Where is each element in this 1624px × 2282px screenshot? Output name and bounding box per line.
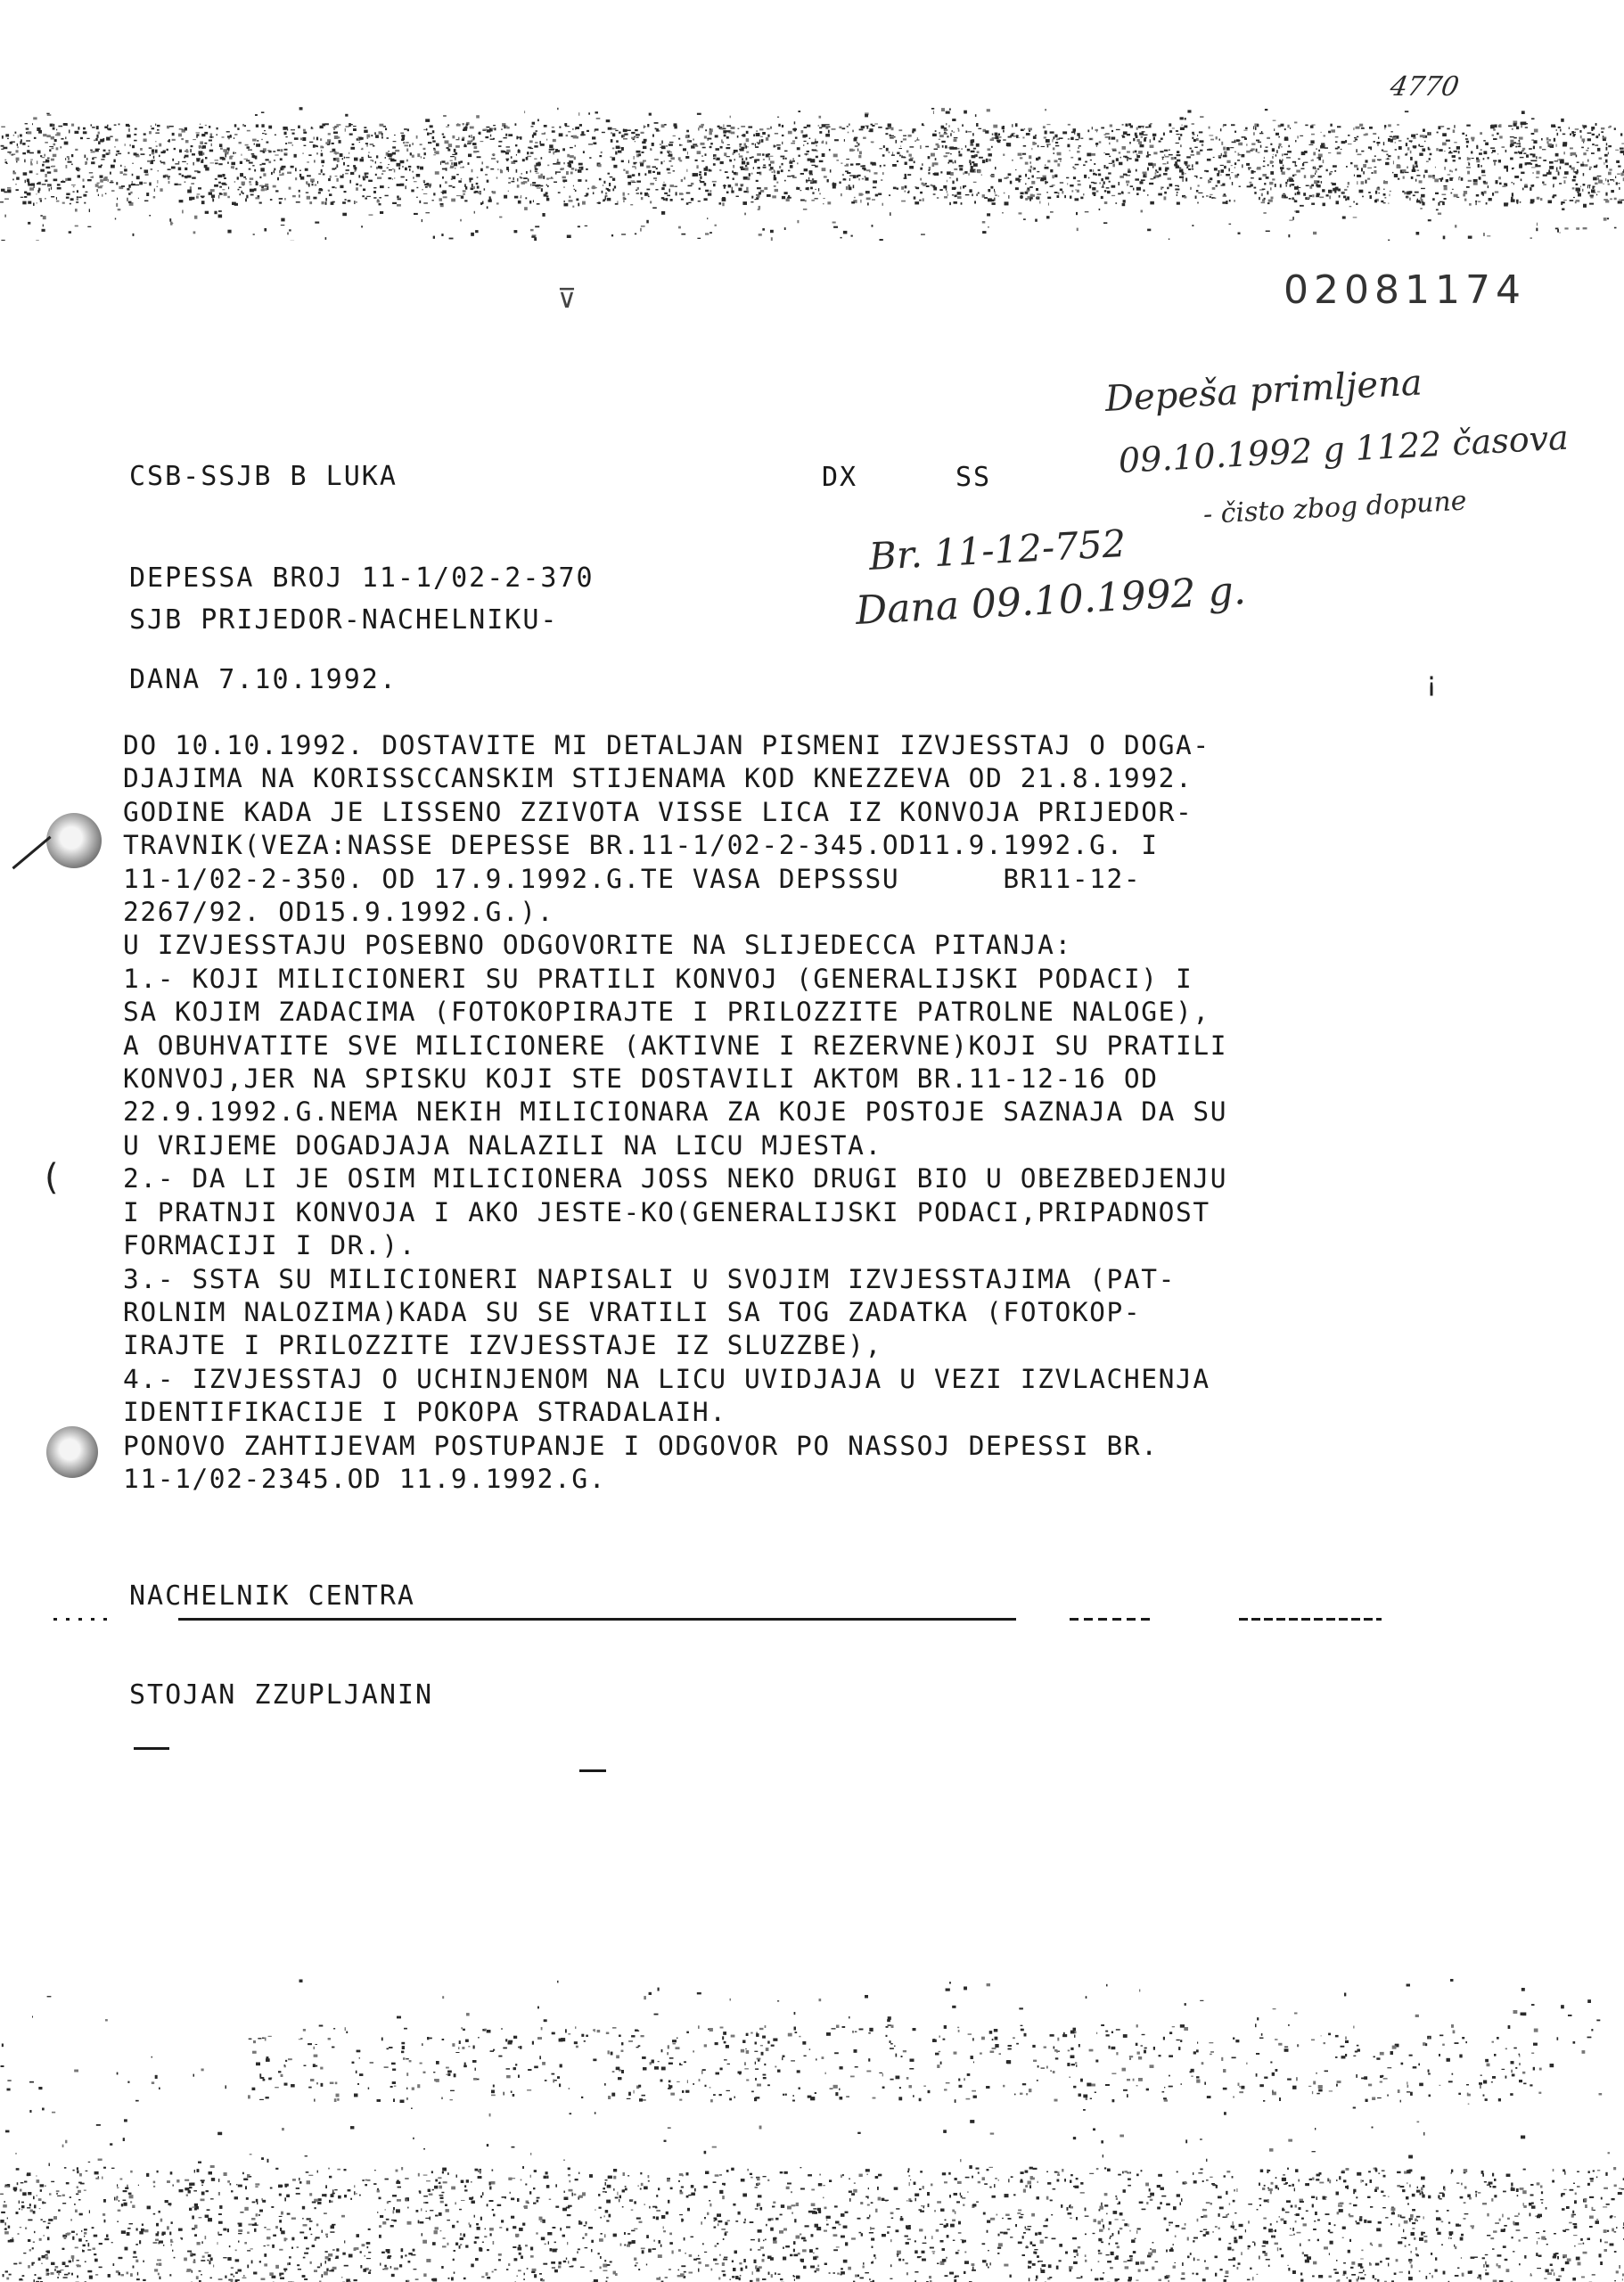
header-line-dispatch-number: DEPESSA BROJ 11-1/02-2-370 — [129, 562, 595, 594]
handwritten-remark: - čisto zbog dopune — [1202, 485, 1468, 530]
body-line: U IZVJESSTAJU POSEBNO ODGOVORITE NA SLIJEDECCA PITANJA: — [123, 930, 1072, 961]
handwritten-page-number: 4770 — [1387, 71, 1462, 103]
handwritten-registry-date: Dana 09.10.1992 g. — [854, 568, 1247, 634]
body-line: PONOVO ZAHTIJEVAM POSTUPANJE I ODGOVOR PO NASSOJ DEPESSI BR. — [123, 1430, 1159, 1461]
body-line: IDENTIFIKACIJE I POKOPA STRADALAIH. — [123, 1397, 727, 1428]
signature-title: NACHELNIK CENTRA — [129, 1580, 415, 1612]
signature-block — [129, 1514, 433, 1744]
separator-dashes — [1239, 1618, 1382, 1621]
signature-name: STOJAN ZZUPLJANIN — [129, 1679, 434, 1711]
telex-header — [129, 392, 595, 731]
document-id-stamp: 02081174 — [1284, 267, 1526, 313]
body-line: DJAJIMA NA KORISSCCANSKIM STIJENAMA KOD KNEZZEVA OD 21.8.1992. — [123, 763, 1193, 794]
body-line: 2267/92. OD15.9.1992.G.). — [123, 897, 555, 928]
body-line: TRAVNIK(VEZA:NASSE DEPESSE BR.11-1/02-2-345.OD11.9.1992.G. I — [123, 830, 1159, 861]
body-line: 11-1/02-2345.OD 11.9.1992.G. — [123, 1463, 607, 1494]
body-line: 2.- DA LI JE OSIM MILICIONERA JOSS NEKO DRUGI BIO U OBEZBEDJENJU — [123, 1163, 1228, 1194]
body-line: SA KOJIM ZADACIMA (FOTOKOPIRAJTE I PRILOZZITE PATROLNE NALOGE), — [123, 997, 1210, 1028]
code-dx: DX — [822, 462, 858, 493]
header-line-date: DANA 7.10.1992. — [129, 664, 398, 695]
header-line-sender: CSB-SSJB B LUKA — [129, 461, 398, 492]
recipient-line: SJB PRIJEDOR-NACHELNIKU- — [129, 604, 559, 636]
body-line: 1.- KOJI MILICIONERI SU PRATILI KONVOJ (GENERALIJSKI PODACI) I — [123, 963, 1193, 994]
separator-line — [178, 1618, 1016, 1621]
body-line: 11-1/02-2-350. OD 17.9.1992.G.TE VASA DEPSSSU BR11-12- — [123, 863, 1142, 894]
small-mark: ⊽ — [557, 283, 577, 315]
body-line: 4.- IZVJESSTAJ O UCHINJENOM NA LICU UVIDJAJA U VEZI IZVLACHENJA — [123, 1363, 1210, 1394]
body-line: KONVOJ,JER NA SPISKU KOJI STE DOSTAVILI AKTOM BR.11-12-16 OD — [123, 1063, 1159, 1095]
body-line: U VRIJEME DOGADJAJA NALAZILI NA LICU MJESTA. — [123, 1129, 882, 1161]
body-line: ROLNIM NALOZIMA)KADA SU SE VRATILI SA TOG ZADATKA (FOTOKOP- — [123, 1296, 1142, 1327]
handwritten-registry-number: Br. 11-12-752 — [867, 521, 1128, 579]
handwritten-received-note: Depeša primljena — [1103, 362, 1423, 420]
separator-dashes — [1070, 1618, 1154, 1621]
body-line: I PRATNJI KONVOJA I AKO JESTE-KO(GENERALIJSKI PODACI,PRIPADNOST — [123, 1196, 1210, 1227]
body-line: 3.- SSTA SU MILICIONERI NAPISALI U SVOJIM IZVJESSTAJIMA (PAT- — [123, 1263, 1176, 1294]
code-ss: SS — [956, 462, 992, 493]
stray-mark — [579, 1769, 606, 1772]
handwritten-tick: ¡ — [1426, 667, 1438, 698]
message-body — [123, 729, 1389, 1496]
pen-scratch — [12, 836, 51, 870]
scan-noise-top — [0, 107, 1624, 241]
margin-mark: ( — [45, 1157, 59, 1198]
separator-dots — [53, 1618, 116, 1621]
body-line: IRAJTE I PRILOZZITE IZVJESSTAJE IZ SLUZZBE), — [123, 1330, 882, 1361]
punch-hole — [46, 1426, 98, 1478]
handwritten-received-datetime: 09.10.1992 g 1122 časova — [1117, 417, 1570, 480]
body-line: GODINE KADA JE LISSENO ZZIVOTA VISSE LICA IZ KONVOJA PRIJEDOR- — [123, 796, 1193, 827]
body-line: FORMACIJI I DR.). — [123, 1230, 417, 1261]
body-line: DO 10.10.1992. DOSTAVITE MI DETALJAN PISMENI IZVJESSTAJ O DOGA- — [123, 730, 1210, 760]
stray-mark — [134, 1747, 169, 1750]
body-line: A OBUHVATITE SVE MILICIONERE (AKTIVNE I REZERVNE)KOJI SU PRATILI — [123, 1030, 1228, 1061]
scan-noise-bottom — [0, 1979, 1624, 2282]
body-line: 22.9.1992.G.NEMA NEKIH MILICIONARA ZA KOJE POSTOJE SAZNAJA DA SU — [123, 1096, 1228, 1128]
punch-hole — [46, 813, 102, 868]
